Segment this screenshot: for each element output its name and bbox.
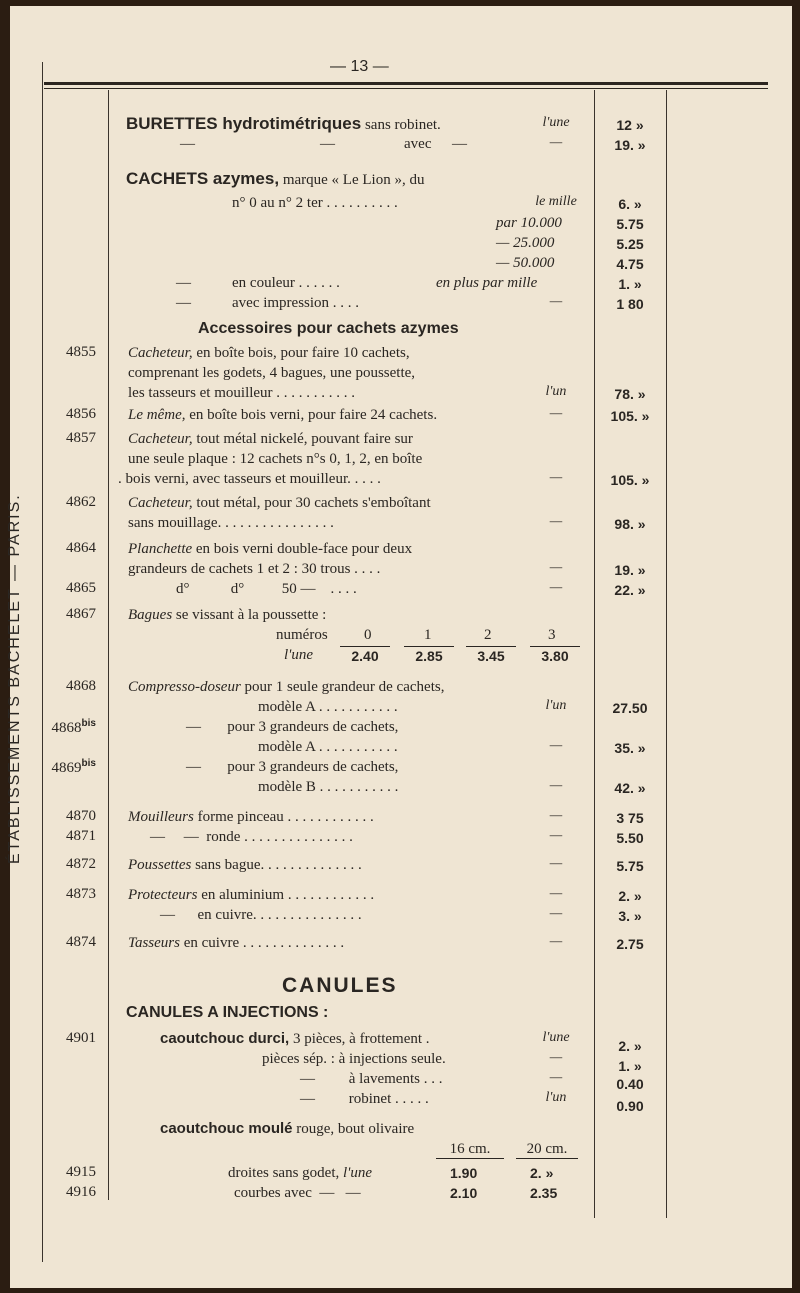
item-line: — pour 3 grandeurs de cachets, (186, 719, 399, 735)
item-price: 27.50 (612, 700, 648, 716)
cachets-impression: avec impression . . . . (232, 295, 360, 311)
cachets-qty-label: — 50.000 (496, 255, 555, 271)
canules-sep-unit: — (549, 1050, 563, 1065)
item-unit: l'un (545, 698, 567, 713)
item-line: Le même, en boîte bois verni, pour faire 24 cachets. (128, 407, 438, 423)
cachets-line2-unit: le mille (535, 194, 577, 209)
cachets-rest: marque « Le Lion », du (282, 172, 425, 188)
burettes-row (126, 115, 441, 134)
item-unit: — (549, 406, 563, 421)
item-line: Planchette en bois verni double-face pour deux (128, 541, 413, 557)
canules-lavements-unit: — (549, 1070, 563, 1085)
item-code: $4869^{bis}$ (51, 758, 96, 776)
canules-lavements-price: 0.40 (616, 1076, 644, 1092)
item-code: 4874 (66, 934, 96, 950)
cachets-couleur-unit: en plus par mille (436, 275, 538, 291)
bagues-lune: l'une (284, 647, 314, 663)
item-line: modèle B . . . . . . . . . . . (258, 779, 399, 795)
item-price: 2.75 (616, 936, 644, 952)
burettes-avec-dash2: — (320, 136, 335, 152)
burettes-avec-dash1: — (180, 136, 195, 152)
page-number: — 13 — (330, 58, 389, 75)
bagues-price: 2.40 (340, 646, 390, 665)
canules-row-label: courbes avec — — (234, 1185, 361, 1201)
cachets-couleur: en couleur . . . . . . (232, 275, 340, 291)
item-unit: — (549, 906, 563, 921)
item-line: — — ronde . . . . . . . . . . . . . . . (150, 829, 353, 845)
item-line: . bois verni, avec tasseurs et mouilleur. . . . . (118, 471, 381, 487)
canules-row-v2: 2. » (530, 1165, 554, 1181)
cachets-impression-price: 1 80 (616, 296, 644, 312)
item-price: 98. » (614, 516, 646, 532)
item-line: Tasseurs en cuivre . . . . . . . . . . . . . . (128, 935, 345, 951)
item-line: d° d° 50 — . . . . (176, 581, 357, 597)
cachets-couleur-price: 1. » (618, 276, 642, 292)
item-line: Mouilleurs forme pinceau . . . . . . . . . . . . (128, 809, 374, 825)
item-line: modèle A . . . . . . . . . . . (258, 739, 398, 755)
canules-row-label: droites sans godet, l'une (228, 1165, 373, 1181)
item-line: Cacheteur, tout métal nickelé, pouvant faire sur (128, 431, 413, 447)
burettes-title: BURETTES hydrotimétriques (126, 114, 362, 133)
top-rule-thin (44, 88, 768, 89)
item-unit: l'un (545, 384, 567, 399)
canules-row-v1: 1.90 (450, 1165, 478, 1181)
price-column-line-right (666, 90, 667, 1218)
item-line: sans mouillage. . . . . . . . . . . . . . . . (128, 515, 334, 531)
cachets-qty-label: par 10.000 (496, 215, 562, 231)
cachets-row (126, 170, 424, 189)
burettes-avec-unit: — (549, 135, 563, 150)
canules-durci (160, 1030, 430, 1048)
cachets-qty-price: 5.25 (616, 236, 644, 252)
cachets-line2: n° 0 au n° 2 ter . . . . . . . . . . (232, 195, 398, 211)
item-code: 4867 (66, 606, 96, 622)
item-price: 2. » (618, 888, 642, 904)
item-code: 4870 (66, 808, 96, 824)
item-unit: — (549, 808, 563, 823)
canules-col-16: 16 cm. (436, 1140, 504, 1159)
cachets-line2-price: 6. » (618, 196, 642, 212)
canules-durci-unit: l'une (542, 1030, 570, 1045)
item-line: — pour 3 grandeurs de cachets, (186, 759, 399, 775)
item-line: une seule plaque : 12 cachets n°s 0, 1, 2, en boîte (128, 451, 423, 467)
item-price: 3. » (618, 908, 642, 924)
item-code: 4855 (66, 344, 96, 360)
left-margin-line (42, 62, 43, 1262)
item-unit: — (549, 828, 563, 843)
item-code: 4916 (66, 1184, 96, 1200)
item-line: Cacheteur, tout métal, pour 30 cachets s'emboîtant (128, 495, 431, 511)
item-code: 4915 (66, 1164, 96, 1180)
item-code: 4901 (66, 1030, 96, 1046)
item-code: 4862 (66, 494, 96, 510)
canules-robinet: — robinet . . . . . (300, 1091, 429, 1107)
item-price: 22. » (614, 582, 646, 598)
canules-sep-price: 1. » (618, 1058, 642, 1074)
item-code: 4871 (66, 828, 96, 844)
burettes-price: 12 » (616, 117, 644, 133)
canules-heading: CANULES (282, 974, 398, 997)
bagues-numeros: numéros (276, 627, 328, 643)
item-line: Bagues se vissant à la poussette : (128, 607, 327, 623)
cachets-title: CACHETS azymes, (126, 169, 280, 188)
item-code: 4857 (66, 430, 96, 446)
item-price: 5.50 (616, 830, 644, 846)
canules-moule-rest: rouge, bout olivaire (296, 1121, 415, 1137)
bagues-price: 3.45 (466, 646, 516, 665)
item-code: 4868 (66, 678, 96, 694)
item-price: 35. » (614, 740, 646, 756)
burettes-avec-dash3: — (452, 136, 467, 152)
cachets-impression-unit: — (549, 294, 563, 309)
item-code: 4873 (66, 886, 96, 902)
item-code: 4872 (66, 856, 96, 872)
item-code: 4864 (66, 540, 96, 556)
item-unit: — (549, 934, 563, 949)
code-column-line (108, 90, 109, 1200)
item-unit: — (549, 856, 563, 871)
item-line: Cacheteur, en boîte bois, pour faire 10 cachets, (128, 345, 410, 361)
cachets-qty-price: 5.75 (616, 216, 644, 232)
burettes-unit: l'une (542, 115, 570, 130)
item-line: grandeurs de cachets 1 et 2 : 30 trous . . . . (128, 561, 381, 577)
item-line: Poussettes sans bague. . . . . . . . . . . . . . (128, 857, 362, 873)
cachets-impression-dash: — (176, 295, 191, 311)
canules-sep: pièces sép. : à injections seule. (262, 1051, 446, 1067)
item-unit: — (549, 738, 563, 753)
canules-robinet-price: 0.90 (616, 1098, 644, 1114)
item-line: — en cuivre. . . . . . . . . . . . . . . (160, 907, 362, 923)
item-unit: — (549, 514, 563, 529)
item-unit: — (549, 580, 563, 595)
canules-subheading: CANULES A INJECTIONS : (126, 1004, 329, 1021)
bagues-num: 0 (364, 627, 372, 643)
burettes-avec-text: avec (404, 136, 432, 152)
item-code: 4865 (66, 580, 96, 596)
canules-durci-bold: caoutchouc durci, (160, 1030, 290, 1047)
item-unit: — (549, 778, 563, 793)
canules-moule-bold: caoutchouc moulé (160, 1120, 293, 1137)
item-unit: — (549, 560, 563, 575)
canules-durci-rest: 3 pièces, à frottement . (292, 1031, 430, 1047)
item-unit: — (549, 470, 563, 485)
item-code: $4868^{bis}$ (51, 718, 96, 736)
side-publisher-text: ÉTABLISSEMENTS BACHELET — PARIS. (6, 493, 23, 864)
top-rule (44, 82, 768, 85)
cachets-couleur-dash: — (176, 275, 191, 291)
canules-col-20: 20 cm. (516, 1140, 578, 1159)
canules-lavements: — à lavements . . . (300, 1071, 443, 1087)
item-price: 78. » (614, 386, 646, 402)
item-unit: — (549, 886, 563, 901)
canules-durci-price: 2. » (618, 1038, 642, 1054)
bagues-price: 2.85 (404, 646, 454, 665)
item-code: 4856 (66, 406, 96, 422)
item-price: 105. » (610, 408, 650, 424)
item-price: 5.75 (616, 858, 644, 874)
item-price: 19. » (614, 562, 646, 578)
item-line: Compresso-doseur pour 1 seule grandeur de cachets, (128, 679, 445, 695)
cachets-qty-label: — 25.000 (496, 235, 555, 251)
item-price: 105. » (610, 472, 650, 488)
item-line: modèle A . . . . . . . . . . . (258, 699, 398, 715)
bagues-num: 3 (548, 627, 556, 643)
item-line: Protecteurs en aluminium . . . . . . . . . . . . (128, 887, 375, 903)
canules-moule (160, 1120, 414, 1138)
bagues-num: 2 (484, 627, 492, 643)
item-line: les tasseurs et mouilleur . . . . . . . . . . . (128, 385, 356, 401)
bagues-price: 3.80 (530, 646, 580, 665)
canules-robinet-unit: l'un (545, 1090, 567, 1105)
price-column-line-left (594, 90, 595, 1218)
item-line: comprenant les godets, 4 bagues, une poussette, (128, 365, 416, 381)
cachets-qty-price: 4.75 (616, 256, 644, 272)
item-price: 42. » (614, 780, 646, 796)
bagues-num: 1 (424, 627, 432, 643)
burettes-rest: sans robinet. (364, 117, 441, 133)
item-price: 3 75 (616, 810, 644, 826)
canules-row-v2: 2.35 (530, 1185, 558, 1201)
accessoires-heading: Accessoires pour cachets azymes (198, 320, 459, 337)
burettes-avec-price: 19. » (614, 137, 646, 153)
canules-row-v1: 2.10 (450, 1185, 478, 1201)
